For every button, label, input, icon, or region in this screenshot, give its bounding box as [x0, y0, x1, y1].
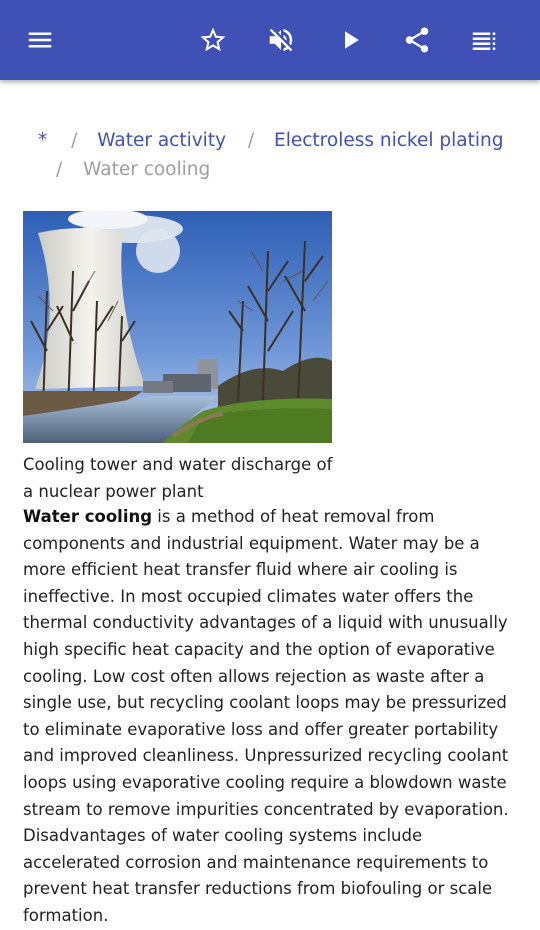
article-term: Water cooling: [23, 507, 153, 526]
favorite-button[interactable]: [193, 20, 233, 60]
share-button[interactable]: [397, 20, 437, 60]
breadcrumb-separator: /: [247, 130, 255, 151]
breadcrumb-item-electroless-nickel-plating[interactable]: Electroless nickel plating: [274, 130, 504, 151]
contents-button[interactable]: [464, 20, 504, 60]
play-icon: [335, 25, 365, 55]
breadcrumb-separator: /: [71, 130, 78, 151]
breadcrumb-current: Water cooling: [83, 159, 211, 180]
list-icon: [469, 25, 499, 55]
article-paragraph: [23, 504, 523, 823]
article-image[interactable]: [23, 211, 332, 443]
image-caption: Cooling tower and water discharge of a nuclear power plant: [23, 455, 333, 501]
breadcrumb-separator: /: [56, 159, 63, 180]
article-body: [23, 504, 523, 930]
article-paragraph: Disadvantages of water cooling systems include accelerated corrosion and maintenance requirements to prevent heat transfer reductions from biofouling or scale formation.: [23, 826, 493, 925]
app-toolbar: [0, 0, 540, 80]
share-icon: [402, 25, 432, 55]
cooling-tower-photo: [23, 211, 332, 443]
menu-button[interactable]: [20, 20, 60, 60]
mute-button[interactable]: [261, 20, 301, 60]
menu-icon: [25, 25, 55, 55]
breadcrumb-home[interactable]: *: [38, 130, 48, 151]
breadcrumb-item-water-activity[interactable]: Water activity: [97, 130, 227, 151]
play-button[interactable]: [330, 20, 370, 60]
star-icon: [198, 25, 228, 55]
mute-icon: [266, 25, 296, 55]
article-paragraph-text: is a method of heat removal from components and industrial equipment. Water may be a more efficient heat transfer fluid where air cooling is ineffective. In most occupied climates water offers the thermal conductivity advantages of a liquid with unusually high specific heat capacity and the option of evaporative cooling. Low cost often allows rejection as waste after a single use, but recycling coolant loops may be pressurized to eliminate evaporative loss and offer greater portability and improved cleanliness. Unpressurized recycling coolant loops using evaporative cooling require a blowdown waste stream to remove impurities concentrated by evaporation.: [23, 507, 509, 819]
